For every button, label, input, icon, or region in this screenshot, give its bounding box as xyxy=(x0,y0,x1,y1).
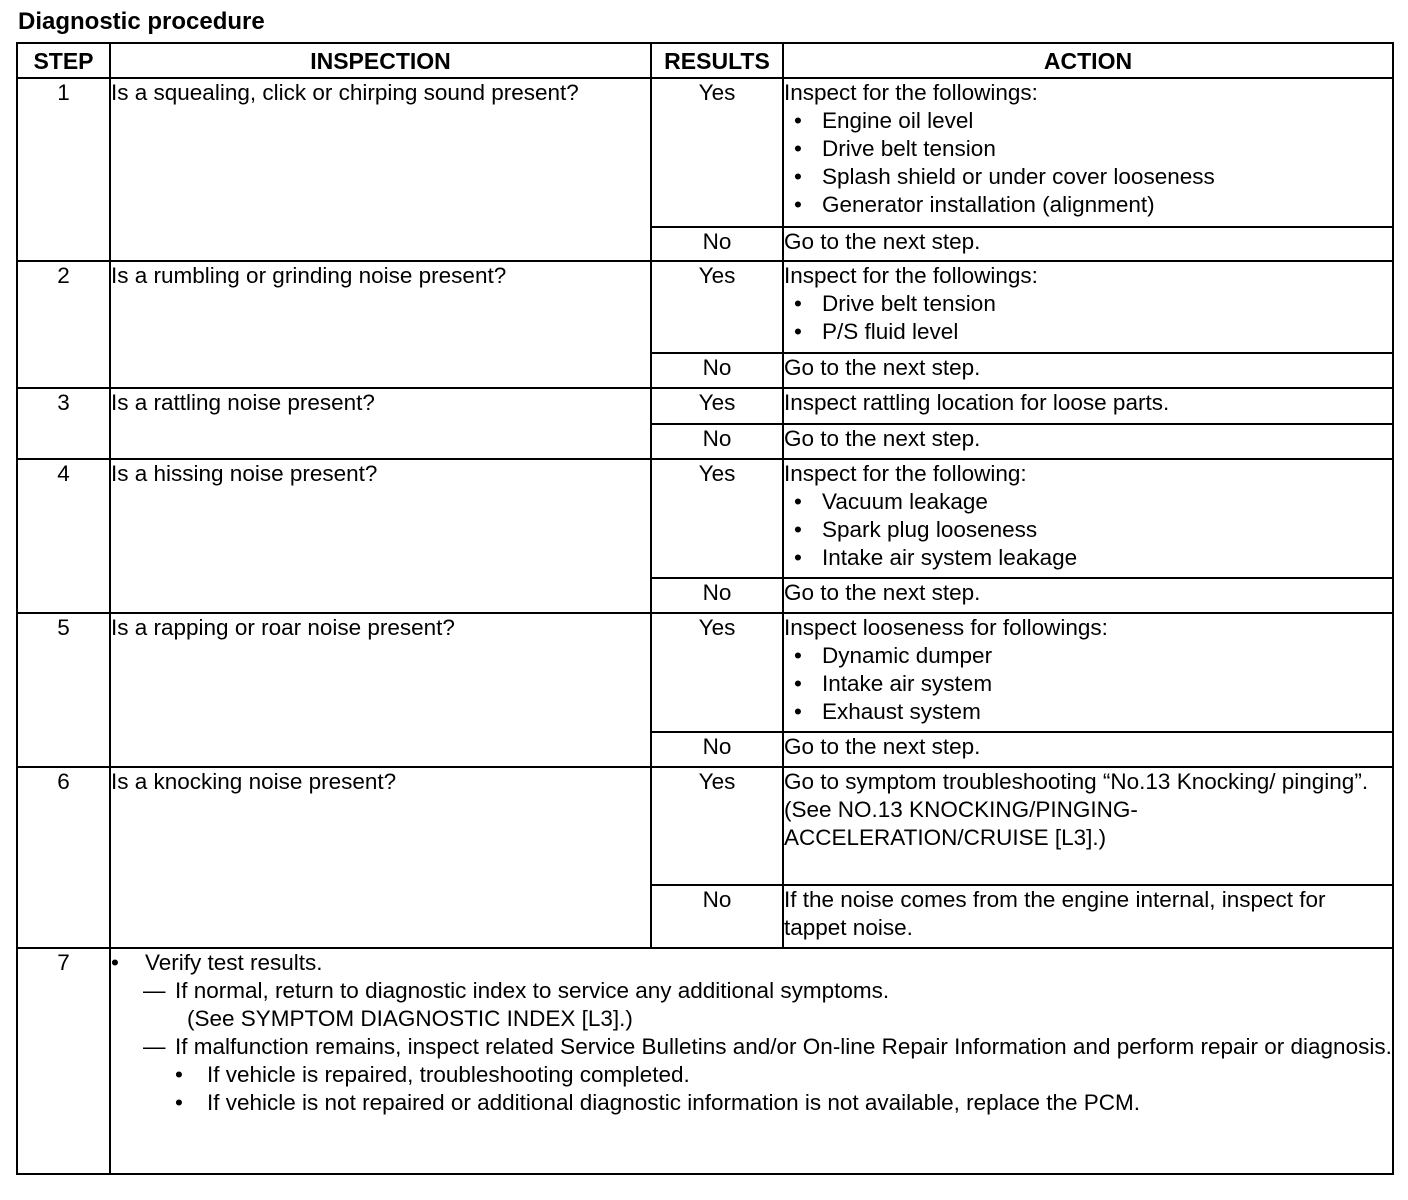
action-yes: Inspect rattling location for loose parts. xyxy=(783,388,1393,424)
step7-normal: — If normal, return to diagnostic index to service any additional symptoms. (See SYMPTOM DIAGNOSTIC INDEX [L3].) xyxy=(111,977,1392,1033)
action-yes xyxy=(783,459,1393,578)
step7-bullet: • Verify test results. xyxy=(111,950,323,975)
page-title: Diagnostic procedure xyxy=(18,8,265,35)
action-text: Inspect for the following: xyxy=(784,461,1027,486)
list-item: • Vacuum leakage xyxy=(794,488,1392,516)
list-item: • If vehicle is repaired, troubleshooting completed. xyxy=(175,1062,690,1087)
list-item: • Intake air system xyxy=(794,670,1392,698)
action-text: Inspect for the followings: xyxy=(784,263,1038,288)
header-action: ACTION xyxy=(783,43,1393,78)
inspection-text: Is a hissing noise present? xyxy=(110,459,651,613)
inspection-text: Is a rapping or roar noise present? xyxy=(110,613,651,767)
header-results: RESULTS xyxy=(651,43,783,78)
dash-icon: — xyxy=(143,978,166,1003)
table-header-row xyxy=(17,43,1393,78)
table-row xyxy=(17,388,1393,424)
action-list xyxy=(784,488,1392,572)
result-yes: Yes xyxy=(651,459,783,578)
list-item: • Exhaust system xyxy=(794,698,1392,726)
action-yes xyxy=(783,613,1393,732)
table-row xyxy=(17,613,1393,732)
result-yes: Yes xyxy=(651,388,783,424)
dash-icon: — xyxy=(143,1034,166,1059)
result-no: No xyxy=(651,732,783,767)
result-no: No xyxy=(651,353,783,388)
header-inspection: INSPECTION xyxy=(110,43,651,78)
step-number: 3 xyxy=(17,388,110,459)
result-no: No xyxy=(651,578,783,613)
list-item: • Spark plug looseness xyxy=(794,516,1392,544)
result-no: No xyxy=(651,227,783,261)
list-item: • Generator installation (alignment) xyxy=(794,191,1392,219)
action-list xyxy=(784,107,1392,219)
action-text: Inspect looseness for followings: xyxy=(784,615,1108,640)
action-no: Go to the next step. xyxy=(783,578,1393,613)
diagnostic-table xyxy=(16,42,1394,1175)
step-number: 6 xyxy=(17,767,110,948)
action-reference: (See NO.13 KNOCKING/PINGING-ACCELERATION/CRUISE [L3].) xyxy=(784,797,1138,850)
inspection-text: Is a knocking noise present? xyxy=(110,767,651,948)
action-text: Go to symptom troubleshooting “No.13 Knocking/ pinging”. xyxy=(784,769,1369,794)
action-text: Inspect for the followings: xyxy=(784,80,1038,105)
list-item: • Engine oil level xyxy=(794,107,1392,135)
step-number: 7 xyxy=(17,948,110,1174)
result-no: No xyxy=(651,885,783,948)
step-number: 2 xyxy=(17,261,110,388)
step7-normal-reference: (See SYMPTOM DIAGNOSTIC INDEX [L3].) xyxy=(187,1006,633,1031)
bullet-icon: • xyxy=(175,1062,183,1087)
inspection-text: Is a rattling noise present? xyxy=(110,388,651,459)
table-row xyxy=(17,767,1393,885)
action-list xyxy=(784,642,1392,726)
result-yes: Yes xyxy=(651,613,783,732)
bullet-icon: • xyxy=(175,1090,183,1115)
list-item: • Splash shield or under cover looseness xyxy=(794,163,1392,191)
action-yes xyxy=(783,767,1393,885)
inspection-text: Is a squealing, click or chirping sound present? xyxy=(110,78,651,261)
list-item: • If vehicle is not repaired or additional diagnostic information is not available, replace the PCM. xyxy=(175,1090,1141,1115)
action-no: Go to the next step. xyxy=(783,227,1393,261)
step7-content xyxy=(110,948,1393,1174)
table-row xyxy=(17,261,1393,353)
result-yes: Yes xyxy=(651,767,783,885)
action-no: Go to the next step. xyxy=(783,353,1393,388)
action-yes xyxy=(783,261,1393,353)
action-no: Go to the next step. xyxy=(783,732,1393,767)
action-list xyxy=(784,290,1392,346)
list-item: • Drive belt tension xyxy=(794,290,1392,318)
step-number: 5 xyxy=(17,613,110,767)
header-step: STEP xyxy=(17,43,110,78)
bullet-icon: • xyxy=(111,950,119,975)
table-row xyxy=(17,459,1393,578)
action-yes xyxy=(783,78,1393,227)
step-number: 4 xyxy=(17,459,110,613)
action-no: Go to the next step. xyxy=(783,424,1393,459)
step-number: 1 xyxy=(17,78,110,261)
step7-malfunction: — If malfunction remains, inspect related Service Bulletins and/or On-line Repair Information and perform repair or diagnosis. xyxy=(143,1034,1392,1059)
result-yes: Yes xyxy=(651,261,783,353)
result-yes: Yes xyxy=(651,78,783,227)
table-row xyxy=(17,948,1393,1174)
list-item: • P/S fluid level xyxy=(794,318,1392,346)
list-item: • Intake air system leakage xyxy=(794,544,1392,572)
result-no: No xyxy=(651,424,783,459)
action-no: If the noise comes from the engine internal, inspect for tappet noise. xyxy=(783,885,1393,948)
list-item: • Dynamic dumper xyxy=(794,642,1392,670)
table-row xyxy=(17,78,1393,227)
inspection-text: Is a rumbling or grinding noise present? xyxy=(110,261,651,388)
list-item: • Drive belt tension xyxy=(794,135,1392,163)
